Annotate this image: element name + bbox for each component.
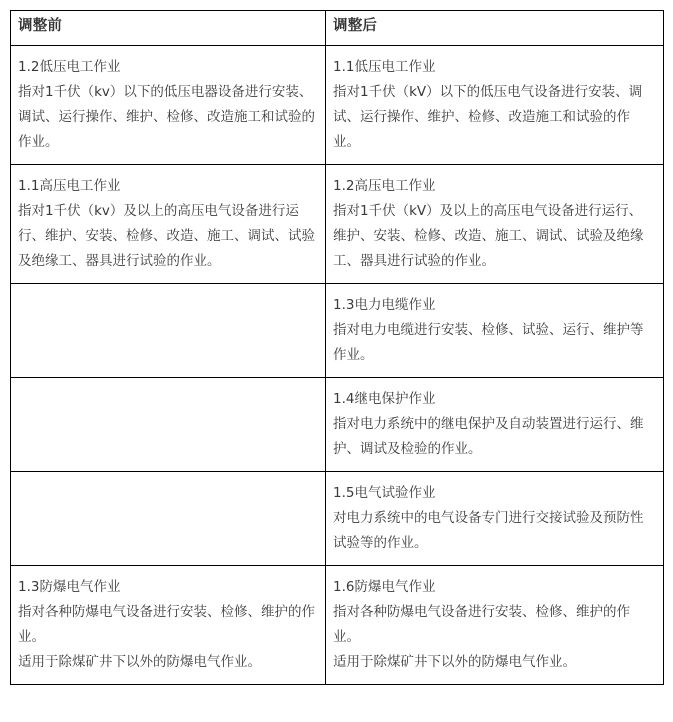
table-cell-after <box>326 165 664 284</box>
table-cell-before <box>11 378 326 472</box>
cell-empty-placeholder <box>18 481 316 506</box>
cell-item-title: 1.3电力电缆作业 <box>333 297 436 313</box>
table-cell-after <box>326 378 664 472</box>
cell-item-description: 指对各种防爆电气设备进行安装、检修、维护的作业。 <box>18 604 315 645</box>
cell-content <box>326 165 663 283</box>
cell-content <box>326 378 663 471</box>
cell-content <box>326 46 663 164</box>
cell-item-title: 1.1低压电工作业 <box>333 59 436 75</box>
table-cell-before <box>11 46 326 165</box>
cell-empty-placeholder <box>18 293 316 318</box>
cell-item-title: 1.4继电保护作业 <box>333 391 436 407</box>
cell-content <box>11 165 325 283</box>
cell-content <box>326 566 663 684</box>
table-body <box>11 46 664 685</box>
table-cell-before <box>11 472 326 566</box>
cell-content <box>326 284 663 377</box>
cell-content <box>11 46 325 164</box>
table-cell-after <box>326 472 664 566</box>
cell-content <box>11 472 325 515</box>
table-cell-after <box>326 566 664 685</box>
column-header-after <box>326 11 664 46</box>
cell-item-title: 1.2高压电工作业 <box>333 178 436 194</box>
cell-item-description: 适用于除煤矿井下以外的防爆电气作业。 <box>18 654 261 670</box>
cell-item-description: 指对1千伏（kv）及以上的高压电气设备进行运行、维护、安装、检修、改造、施工、调试、试验及绝缘工、器具进行试验的作业。 <box>18 203 315 269</box>
table-cell-before <box>11 284 326 378</box>
column-header-before-label: 调整前 <box>18 18 63 34</box>
cell-content <box>11 378 325 421</box>
cell-item-description: 指对1千伏（kV）及以上的高压电气设备进行运行、维护、安装、检修、改造、施工、调试、试验及绝缘工、器具进行试验的作业。 <box>333 203 644 269</box>
table-row <box>11 378 664 472</box>
cell-item-description: 指对电力电缆进行安装、检修、试验、运行、维护等作业。 <box>333 322 644 363</box>
table-cell-after <box>326 284 664 378</box>
cell-item-description: 适用于除煤矿井下以外的防爆电气作业。 <box>333 654 576 670</box>
cell-item-title: 1.6防爆电气作业 <box>333 579 436 595</box>
cell-item-title: 1.2低压电工作业 <box>18 59 121 75</box>
table-header <box>11 11 664 46</box>
column-header-after-label: 调整后 <box>333 18 378 34</box>
cell-empty-placeholder <box>18 387 316 412</box>
table-row <box>11 566 664 685</box>
comparison-table <box>10 10 664 685</box>
table-cell-before <box>11 165 326 284</box>
cell-item-description: 对电力系统中的电气设备专门进行交接试验及预防性试验等的作业。 <box>333 510 644 551</box>
cell-item-title: 1.1高压电工作业 <box>18 178 121 194</box>
cell-item-title: 1.5电气试验作业 <box>333 485 436 501</box>
table-row <box>11 284 664 378</box>
cell-content <box>11 284 325 327</box>
table-row <box>11 472 664 566</box>
table-cell-after <box>326 46 664 165</box>
table-cell-before <box>11 566 326 685</box>
cell-item-title: 1.3防爆电气作业 <box>18 579 121 595</box>
cell-item-description: 指对各种防爆电气设备进行安装、检修、维护的作业。 <box>333 604 630 645</box>
table-header-row <box>11 11 664 46</box>
cell-content <box>326 472 663 565</box>
cell-item-description: 指对电力系统中的继电保护及自动装置进行运行、维护、调试及检验的作业。 <box>333 416 644 457</box>
column-header-before <box>11 11 326 46</box>
cell-item-description: 指对1千伏（kV）以下的低压电气设备进行安装、调试、运行操作、维护、检修、改造施工和试验的作业。 <box>333 84 643 150</box>
table-row <box>11 165 664 284</box>
table-row <box>11 46 664 165</box>
cell-content <box>11 566 325 684</box>
cell-item-description: 指对1千伏（kv）以下的低压电器设备进行安装、调试、运行操作、维护、检修、改造施工和试验的作业。 <box>18 84 315 150</box>
